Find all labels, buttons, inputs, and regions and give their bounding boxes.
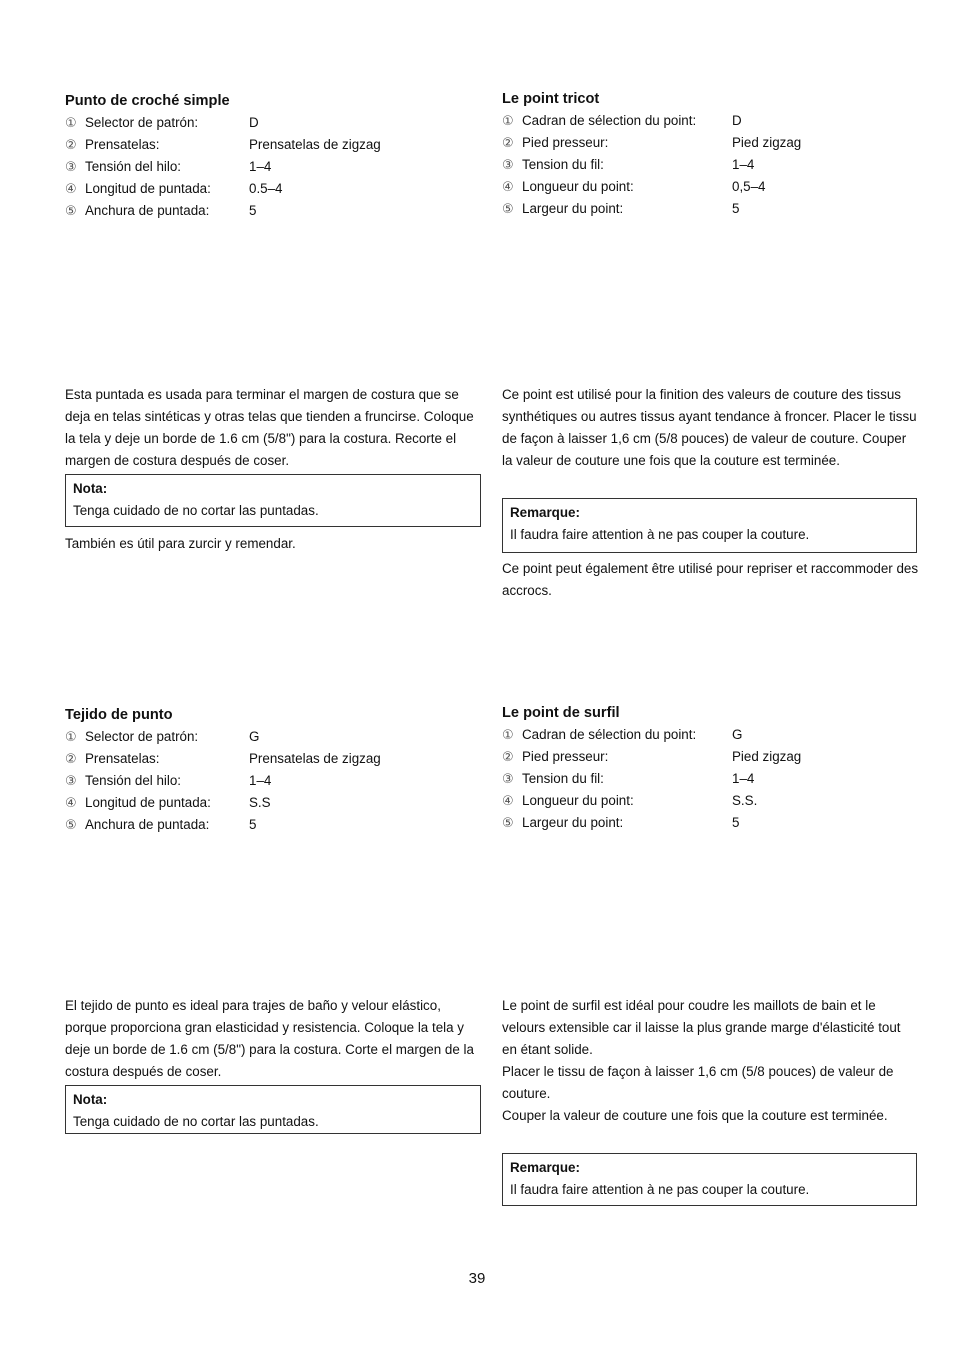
circled-number: ① xyxy=(65,729,77,744)
circled-number: ③ xyxy=(502,157,514,172)
setting-row xyxy=(502,132,922,154)
setting-label: Largeur du point: xyxy=(522,201,624,216)
page-number: 39 xyxy=(468,1270,486,1287)
settings-list xyxy=(65,726,485,836)
circled-number: ③ xyxy=(502,771,514,786)
circled-number: ② xyxy=(502,749,514,764)
circled-number: ⑤ xyxy=(65,817,77,832)
setting-row xyxy=(65,112,485,134)
section-title: Le point de surfil xyxy=(502,705,620,721)
setting-row xyxy=(65,748,485,770)
note-box xyxy=(65,1085,481,1134)
setting-row xyxy=(502,176,922,198)
circled-number: ③ xyxy=(65,773,77,788)
circled-number: ③ xyxy=(65,159,77,174)
setting-row xyxy=(65,156,485,178)
note-title: Nota: xyxy=(73,481,108,496)
setting-row xyxy=(65,814,485,836)
setting-value: 1–4 xyxy=(249,159,272,174)
setting-row xyxy=(502,790,922,812)
setting-label: Longitud de puntada: xyxy=(85,795,211,810)
settings-list xyxy=(502,110,922,220)
circled-number: ② xyxy=(502,135,514,150)
setting-row xyxy=(502,746,922,768)
setting-label: Selector de patrón: xyxy=(85,729,199,744)
setting-value: S.S. xyxy=(732,793,758,808)
description-paragraph: Placer le tissu de façon à laisser 1,6 cm (5/8 pouces) de valeur de couture. xyxy=(502,1064,894,1101)
setting-value: D xyxy=(732,113,742,128)
description-paragraph: Couper la valeur de couture une fois que la couture est terminée. xyxy=(502,1108,888,1123)
section-title: Le point tricot xyxy=(502,91,600,107)
setting-row xyxy=(502,768,922,790)
section-es-tejido xyxy=(65,704,485,836)
note-text: Tenga cuidado de no cortar las puntadas. xyxy=(73,1114,319,1129)
note-box xyxy=(502,1153,917,1206)
setting-row xyxy=(65,726,485,748)
setting-label: Prensatelas: xyxy=(85,751,160,766)
note-box xyxy=(502,498,917,553)
setting-value: D xyxy=(249,115,259,130)
note-text: Il faudra faire attention à ne pas couper la couture. xyxy=(510,527,810,542)
circled-number: ④ xyxy=(65,795,77,810)
note-title: Nota: xyxy=(73,1092,108,1107)
setting-label: Longitud de puntada: xyxy=(85,181,211,196)
note-text: Il faudra faire attention à ne pas couper la couture. xyxy=(510,1182,810,1197)
setting-label: Anchura de puntada: xyxy=(85,203,210,218)
setting-label: Longueur du point: xyxy=(522,793,634,808)
section-title: Punto de croché simple xyxy=(65,93,230,109)
setting-label: Prensatelas: xyxy=(85,137,160,152)
setting-label: Cadran de sélection du point: xyxy=(522,113,697,128)
note-box xyxy=(65,474,481,527)
additional-text: También es útil para zurcir y remendar. xyxy=(65,536,296,551)
setting-row xyxy=(502,110,922,132)
description-paragraph: Esta puntada es usada para terminar el margen de costura que se deja en telas sintéticas y otras telas que tienden a fruncirse. Coloque la tela y deje un borde de 1.6 cm (5/8") para la costura. Recorte el margen de costura después de coser. xyxy=(65,387,474,468)
section-fr-surfil xyxy=(502,702,922,834)
circled-number: ① xyxy=(65,115,77,130)
circled-number: ④ xyxy=(502,179,514,194)
setting-label: Largeur du point: xyxy=(522,815,624,830)
setting-value: S.S xyxy=(249,795,271,810)
setting-value: 5 xyxy=(249,817,257,832)
circled-number: ④ xyxy=(65,181,77,196)
setting-value: 0,5–4 xyxy=(732,179,766,194)
description-paragraph: Le point de surfil est idéal pour coudre les maillots de bain et le velours extensible car il laisse la plus grande marge d'élasticité tout en étant solide. xyxy=(502,998,901,1057)
setting-value: 5 xyxy=(732,201,740,216)
section-fr-tricot xyxy=(502,88,922,220)
setting-value: Prensatelas de zigzag xyxy=(249,137,381,152)
setting-row xyxy=(65,134,485,156)
note-text: Tenga cuidado de no cortar las puntadas. xyxy=(73,503,319,518)
note-title: Remarque: xyxy=(510,1160,580,1175)
setting-value: G xyxy=(732,727,743,742)
settings-list xyxy=(502,724,922,834)
setting-row xyxy=(65,200,485,222)
setting-label: Longueur du point: xyxy=(522,179,634,194)
setting-value: Pied zigzag xyxy=(732,135,802,150)
setting-value: 5 xyxy=(732,815,740,830)
setting-label: Selector de patrón: xyxy=(85,115,199,130)
circled-number: ⑤ xyxy=(502,815,514,830)
setting-value: 5 xyxy=(249,203,257,218)
circled-number: ⑤ xyxy=(65,203,77,218)
description-block xyxy=(502,995,918,1127)
section-title: Tejido de punto xyxy=(65,707,173,723)
setting-label: Cadran de sélection du point: xyxy=(522,727,697,742)
setting-value: 1–4 xyxy=(249,773,272,788)
setting-row xyxy=(65,178,485,200)
circled-number: ② xyxy=(65,751,77,766)
note-title: Remarque: xyxy=(510,505,580,520)
circled-number: ② xyxy=(65,137,77,152)
setting-value: G xyxy=(249,729,260,744)
setting-value: 1–4 xyxy=(732,157,755,172)
setting-label: Tensión del hilo: xyxy=(85,773,182,788)
setting-row xyxy=(65,770,485,792)
description-paragraph: Ce point est utilisé pour la finition des valeurs de couture des tissus synthétiques ou autres tissus ayant tendance à froncer. Placer le tissu de façon à laisser 1,6 cm (5/8 pouces) de valeur de couture. Couper la valeur de couture une fois que la couture est terminée. xyxy=(502,387,917,468)
setting-value: Pied zigzag xyxy=(732,749,802,764)
setting-row xyxy=(502,812,922,834)
setting-label: Tension du fil: xyxy=(522,771,604,786)
circled-number: ④ xyxy=(502,793,514,808)
circled-number: ⑤ xyxy=(502,201,514,216)
additional-text: Ce point peut également être utilisé pour repriser et raccommoder des accrocs. xyxy=(502,561,919,598)
setting-label: Tensión del hilo: xyxy=(85,159,182,174)
setting-label: Anchura de puntada: xyxy=(85,817,210,832)
setting-row xyxy=(65,792,485,814)
setting-label: Tension du fil: xyxy=(522,157,604,172)
setting-value: 1–4 xyxy=(732,771,755,786)
setting-row xyxy=(502,154,922,176)
description-paragraph: El tejido de punto es ideal para trajes de baño y velour elástico, porque proporciona gran elasticidad y resistencia. Coloque la tela y deje un borde de 1.6 cm (5/8") para la costura. Corte el margen de la costura después de coser. xyxy=(65,998,474,1079)
circled-number: ① xyxy=(502,113,514,128)
setting-value: Prensatelas de zigzag xyxy=(249,751,381,766)
settings-list xyxy=(65,112,485,222)
setting-row xyxy=(502,198,922,220)
circled-number: ① xyxy=(502,727,514,742)
setting-label: Pied presseur: xyxy=(522,749,609,764)
setting-row xyxy=(502,724,922,746)
section-es-croche xyxy=(65,90,485,222)
setting-label: Pied presseur: xyxy=(522,135,609,150)
setting-value: 0.5–4 xyxy=(249,181,283,196)
